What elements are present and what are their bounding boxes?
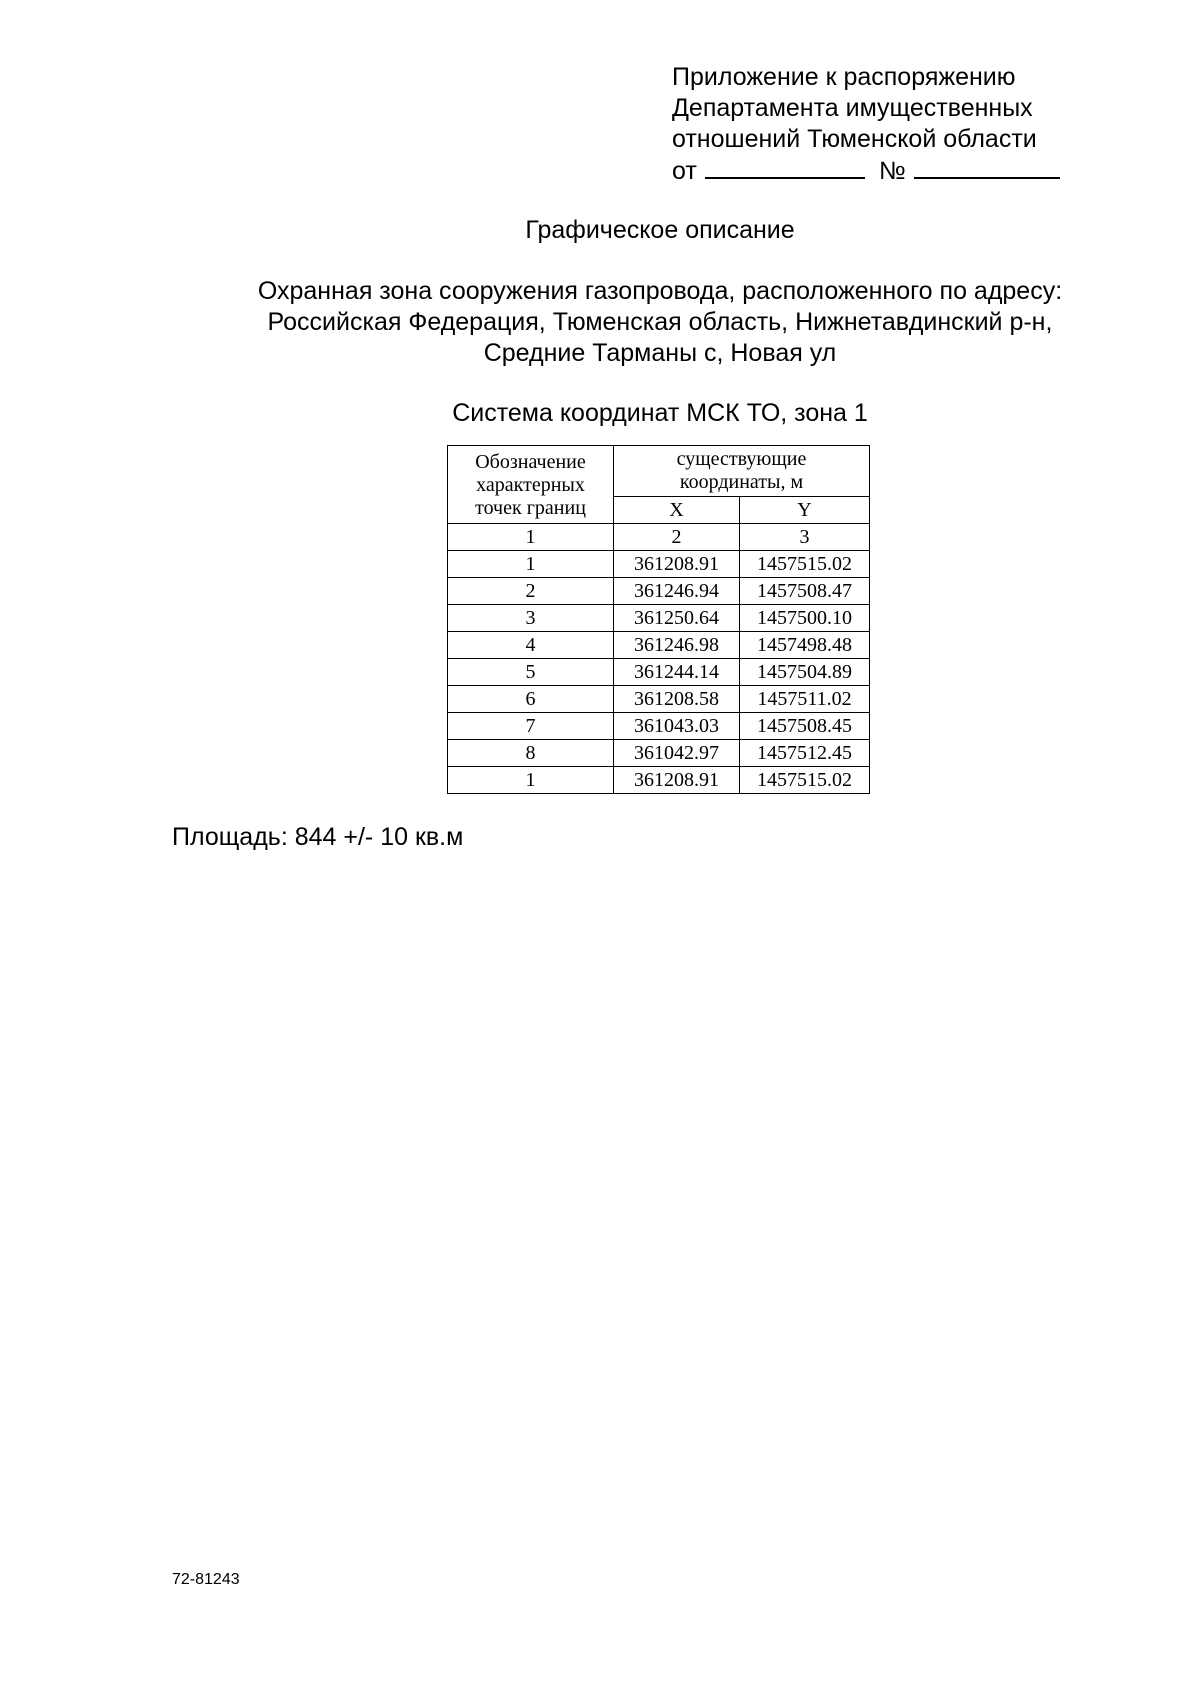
header-designation-line-1: Обозначение <box>475 451 586 473</box>
number-prefix: № <box>878 157 906 185</box>
column-number-3: 3 <box>740 524 870 551</box>
x-coordinate: 361043.03 <box>614 713 740 740</box>
point-number: 4 <box>448 632 614 659</box>
header-existing-line-1: существующие <box>676 448 807 470</box>
header-designation-line-2: характерных <box>476 474 585 496</box>
zone-description <box>200 276 1120 369</box>
table-row <box>448 551 870 578</box>
x-coordinate: 361246.98 <box>614 632 740 659</box>
table-row <box>448 686 870 713</box>
table-row <box>448 767 870 794</box>
x-coordinate: 361208.91 <box>614 551 740 578</box>
number-blank <box>914 155 1060 179</box>
zone-description-line-1: Охранная зона сооружения газопровода, расположенного по адресу: <box>257 277 1063 305</box>
appendix-date-number-line <box>672 155 1060 187</box>
table-header-row <box>448 446 870 497</box>
x-coordinate: 361250.64 <box>614 605 740 632</box>
x-coordinate: 361208.58 <box>614 686 740 713</box>
appendix-header <box>672 62 1060 187</box>
appendix-line-3: отношений Тюменской области <box>672 125 1037 153</box>
header-designation-line-3: точек границ <box>475 497 586 519</box>
point-number: 6 <box>448 686 614 713</box>
document-title: Графическое описание <box>525 216 795 244</box>
y-coordinate: 1457498.48 <box>740 632 870 659</box>
coordinate-system-label: Система координат МСК ТО, зона 1 <box>452 399 868 427</box>
x-coordinate: 361208.91 <box>614 767 740 794</box>
y-coordinate: 1457504.89 <box>740 659 870 686</box>
x-coordinate: 361244.14 <box>614 659 740 686</box>
point-number: 1 <box>448 551 614 578</box>
table-row <box>448 605 870 632</box>
x-coordinate: 361042.97 <box>614 740 740 767</box>
point-number: 3 <box>448 605 614 632</box>
appendix-line-1: Приложение к распоряжению <box>672 63 1016 91</box>
table-row <box>448 659 870 686</box>
column-number-1: 1 <box>448 524 614 551</box>
point-number: 7 <box>448 713 614 740</box>
document-number: 72-81243 <box>172 1571 240 1588</box>
coordinates-table <box>447 445 870 794</box>
date-prefix: от <box>672 157 697 185</box>
area-value: Площадь: 844 +/- 10 кв.м <box>172 823 464 851</box>
table-column-numbers-row <box>448 524 870 551</box>
header-existing-line-2: координаты, м <box>679 471 804 493</box>
header-y: Y <box>740 497 870 524</box>
x-coordinate: 361246.94 <box>614 578 740 605</box>
zone-description-line-3: Средние Тарманы с, Новая ул <box>483 339 837 367</box>
y-coordinate: 1457508.45 <box>740 713 870 740</box>
point-number: 5 <box>448 659 614 686</box>
y-coordinate: 1457515.02 <box>740 551 870 578</box>
table-row <box>448 632 870 659</box>
y-coordinate: 1457512.45 <box>740 740 870 767</box>
point-number: 1 <box>448 767 614 794</box>
table-row <box>448 740 870 767</box>
point-number: 2 <box>448 578 614 605</box>
y-coordinate: 1457515.02 <box>740 767 870 794</box>
header-designation <box>448 446 614 524</box>
y-coordinate: 1457500.10 <box>740 605 870 632</box>
header-x: X <box>614 497 740 524</box>
date-blank <box>705 155 865 179</box>
y-coordinate: 1457511.02 <box>740 686 870 713</box>
column-number-2: 2 <box>614 524 740 551</box>
zone-description-line-2: Российская Федерация, Тюменская область, Нижнетавдинский р-н, <box>267 308 1053 336</box>
appendix-line-2: Департамента имущественных <box>672 94 1033 122</box>
y-coordinate: 1457508.47 <box>740 578 870 605</box>
table-row <box>448 578 870 605</box>
table-row <box>448 713 870 740</box>
point-number: 8 <box>448 740 614 767</box>
header-existing-coordinates <box>614 446 870 497</box>
